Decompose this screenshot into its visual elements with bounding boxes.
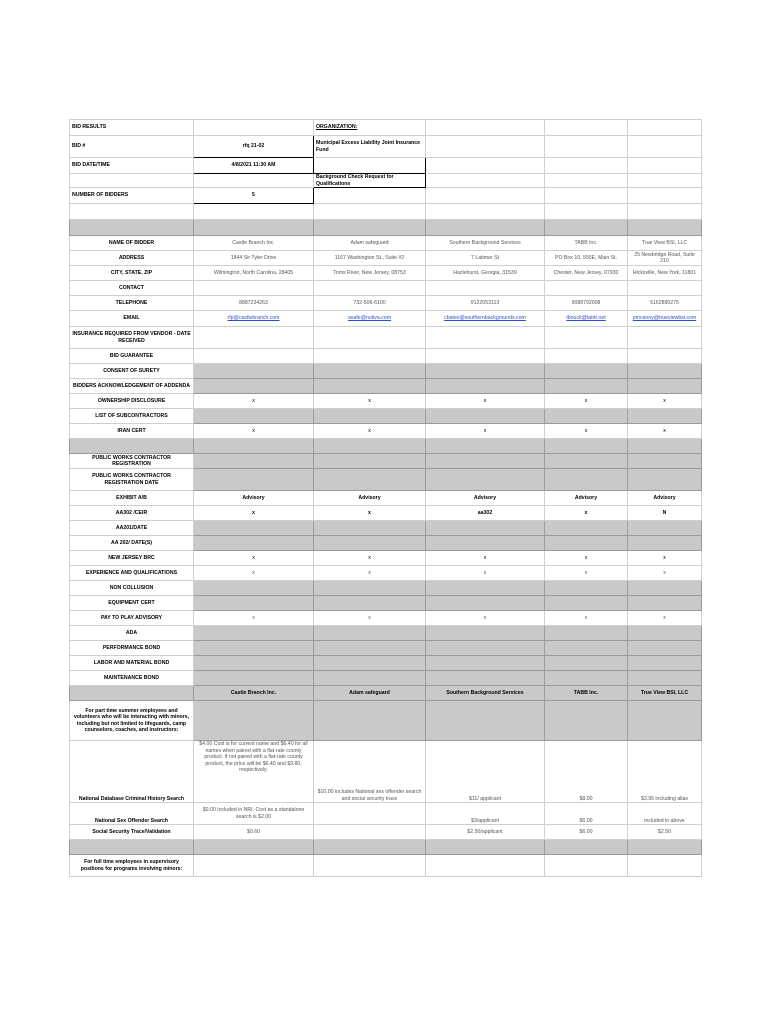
ownership-mark: x [194,394,314,409]
nj-brc-mark: x [194,551,314,566]
bid-number-label: BID # [70,136,194,158]
ssn-trace-price: $6.00 [545,825,628,840]
full-time-section-label: For full time employees in supervisory positions for programs involving minors: [70,855,194,877]
city-state-zip-label: CITY, STATE, ZIP [70,266,194,281]
exhibit-value: Advisory [628,491,702,506]
exhibit-value: Advisory [314,491,426,506]
part-time-section-label: For part time summer employees and volunteers who will be interacting with minors, including but not limited to lifeguards, camp counselors, coaches, and instructors: [70,701,194,741]
national-db-price: $3.95 including alias [628,741,702,803]
bidder-short-name: True View BSI, LLC [628,686,702,701]
nj-brc-mark: x [545,551,628,566]
bidder-email-link[interactable]: cbates@southernbackgrounds.com [426,311,545,327]
bidder-name: Adam safeguard [314,236,426,251]
bidder-telephone: 8887234263 [194,296,314,311]
bid-datetime-label: BID DATE/TIME [70,158,194,174]
telephone-label: TELEPHONE [70,296,194,311]
email-label: EMAIL [70,311,194,327]
labor-bond-label: LABOR AND MATERIAL BOND [70,656,194,671]
exhibit-label: EXHIBIT A/B [70,491,194,506]
aa302-label: AA302 /CEIR [70,506,194,521]
iran-mark: x [194,424,314,439]
ssn-trace-price: $0.60 [194,825,314,840]
pw-registration-date-label: PUBLIC WORKS CONTRACTOR REGISTRATION DATE [70,469,194,491]
pay-to-play-mark: x [545,611,628,626]
aa302-value: N [628,506,702,521]
bidder-city: Wilmington, North Carolina, 28405 [194,266,314,281]
aa201-label: AA201/DATE [70,521,194,536]
bidder-address: 25 Newbridge Road, Suite 210 [628,251,702,266]
national-db-label: National Database Criminal History Search [70,741,194,803]
experience-mark: x [314,566,426,581]
bidder-email-link[interactable]: rfp@castlebranch.com [194,311,314,327]
pay-to-play-mark: x [314,611,426,626]
aa202-label: AA 202/ DATE(S) [70,536,194,551]
organization-label: ORGANIZATION: [314,120,426,136]
organization-name: Municipal Excess Liability Joint Insurance Fund [314,136,426,158]
bidder-city: Toms River, New Jersey, 08753 [314,266,426,281]
ssn-trace-price [314,825,426,840]
number-of-bidders-value: 5 [194,188,314,204]
bidder-short-name: Castle Branch Inc. [194,686,314,701]
iran-mark: x [426,424,545,439]
nj-brc-mark: x [314,551,426,566]
experience-mark: x [628,566,702,581]
ownership-mark: x [628,394,702,409]
bidder-city: Hazlehurst, Georgia, 31539 [426,266,545,281]
ownership-label: OWNERSHIP DISCLOSURE [70,394,194,409]
non-collusion-label: NON COLLUSION [70,581,194,596]
nj-brc-label: NEW JERSEY BRC [70,551,194,566]
sex-offender-price: $6.00 [545,803,628,825]
bidder-name: Southern Background Services [426,236,545,251]
bidder-short-name: Southern Background Services [426,686,545,701]
ssn-trace-label: Social Security Trace/Validation [70,825,194,840]
consent-surety-label: CONSENT OF SURETY [70,364,194,379]
iran-cert-label: IRAN CERT [70,424,194,439]
bid-number-value: rfq 21-02 [194,136,314,158]
bid-results-sheet [69,119,702,877]
exhibit-value: Advisory [194,491,314,506]
national-db-price: $10.00 includes National sex offender search and social security trace [314,741,426,803]
bidder-telephone: 732-506-6100 [314,296,426,311]
experience-label: EXPERIENCE AND QUALIFICATIONS [70,566,194,581]
experience-mark: x [194,566,314,581]
ownership-mark: x [426,394,545,409]
name-of-bidder-label: NAME OF BIDDER [70,236,194,251]
sex-offender-price: $0.00 Included in NRI. Cost as a standalone search is $2.00 [194,803,314,825]
aa302-value: x [194,506,314,521]
experience-mark: x [545,566,628,581]
subcontractors-label: LIST OF SUBCONTRACTORS [70,409,194,424]
bidder-address: PO Box 10, 555E, Main St. [545,251,628,266]
address-label: ADDRESS [70,251,194,266]
bidder-email-link[interactable]: pmcanny@trueviewbsi.com [628,311,702,327]
performance-bond-label: PERFORMANCE BOND [70,641,194,656]
sex-offender-price [314,803,426,825]
iran-mark: x [314,424,426,439]
iran-mark: x [628,424,702,439]
bidder-address: 1844 Sir Tyler Drive [194,251,314,266]
pay-to-play-label: PAY TO PLAY ADVISORY [70,611,194,626]
bid-title: Background Check Request for Qualifications [314,174,426,188]
pay-to-play-mark: x [194,611,314,626]
bidder-telephone: 5162890275 [628,296,702,311]
ownership-mark: x [314,394,426,409]
exhibit-value: Advisory [426,491,545,506]
exhibit-value: Advisory [545,491,628,506]
bid-datetime-value: 4/8/2021 11:30 AM [194,158,314,174]
sex-offender-label: National Sex Offender Search [70,803,194,825]
bidder-email-link[interactable]: tbouck@tabb.net [545,311,628,327]
bidder-name: Castle Branch Inc. [194,236,314,251]
addenda-label: BIDDERS ACKNOWLEDGEMENT OF ADDENDA [70,379,194,394]
bidder-name: True View BSI, LLC [628,236,702,251]
ada-label: ADA [70,626,194,641]
aa302-value: x [545,506,628,521]
pw-registration-label: PUBLIC WORKS CONTRACTOR REGISTRATION [70,454,194,469]
insurance-label: INSURANCE REQUIRED FROM VENDOR - DATE RECEIVED [70,327,194,349]
bidder-city: Chester, New Jersey, 07930 [545,266,628,281]
national-db-price: $11/ applicant [426,741,545,803]
bid-results-label: BID RESULTS [70,120,194,136]
bidder-short-name: TABB Inc. [545,686,628,701]
bidder-city: Hicksville, New York, 11801 [628,266,702,281]
ssn-trace-price: $2.50 [628,825,702,840]
bidder-address: 7 Latimer St [426,251,545,266]
pay-to-play-mark: x [426,611,545,626]
bidder-telephone: 9122053113 [426,296,545,311]
nj-brc-mark: x [426,551,545,566]
equipment-cert-label: EQUIPMENT CERT [70,596,194,611]
bidder-telephone: 9088792008 [545,296,628,311]
ssn-trace-price: $2.50/applicant [426,825,545,840]
bid-guarantee-label: BID GUARANTEE [70,349,194,364]
pay-to-play-mark: x [628,611,702,626]
national-db-price: $8.00 [545,741,628,803]
sex-offender-price: included in above [628,803,702,825]
sex-offender-price: $3/applicant [426,803,545,825]
ownership-mark: x [545,394,628,409]
nj-brc-mark: x [628,551,702,566]
experience-mark: x [426,566,545,581]
aa302-value: aa302 [426,506,545,521]
number-of-bidders-label: NUMBER OF BIDDERS [70,188,194,204]
bidder-address: 1167 Washington St., Suite #2 [314,251,426,266]
bidder-short-name: Adam safeguard [314,686,426,701]
contact-label: CONTACT [70,281,194,296]
iran-mark: x [545,424,628,439]
bidder-name: TABB Inc. [545,236,628,251]
national-db-price: $4.00 Cost is for current name and $6.40 for all names when paired with a flat-rate county product. If not paired with a flat-rate county product, the price will be $6.40 and $9.80, respectively. [194,741,314,803]
maintenance-bond-label: MAINTENANCE BOND [70,671,194,686]
bidder-email-link[interactable]: asafe@nutiva.com [314,311,426,327]
aa302-value: x [314,506,426,521]
